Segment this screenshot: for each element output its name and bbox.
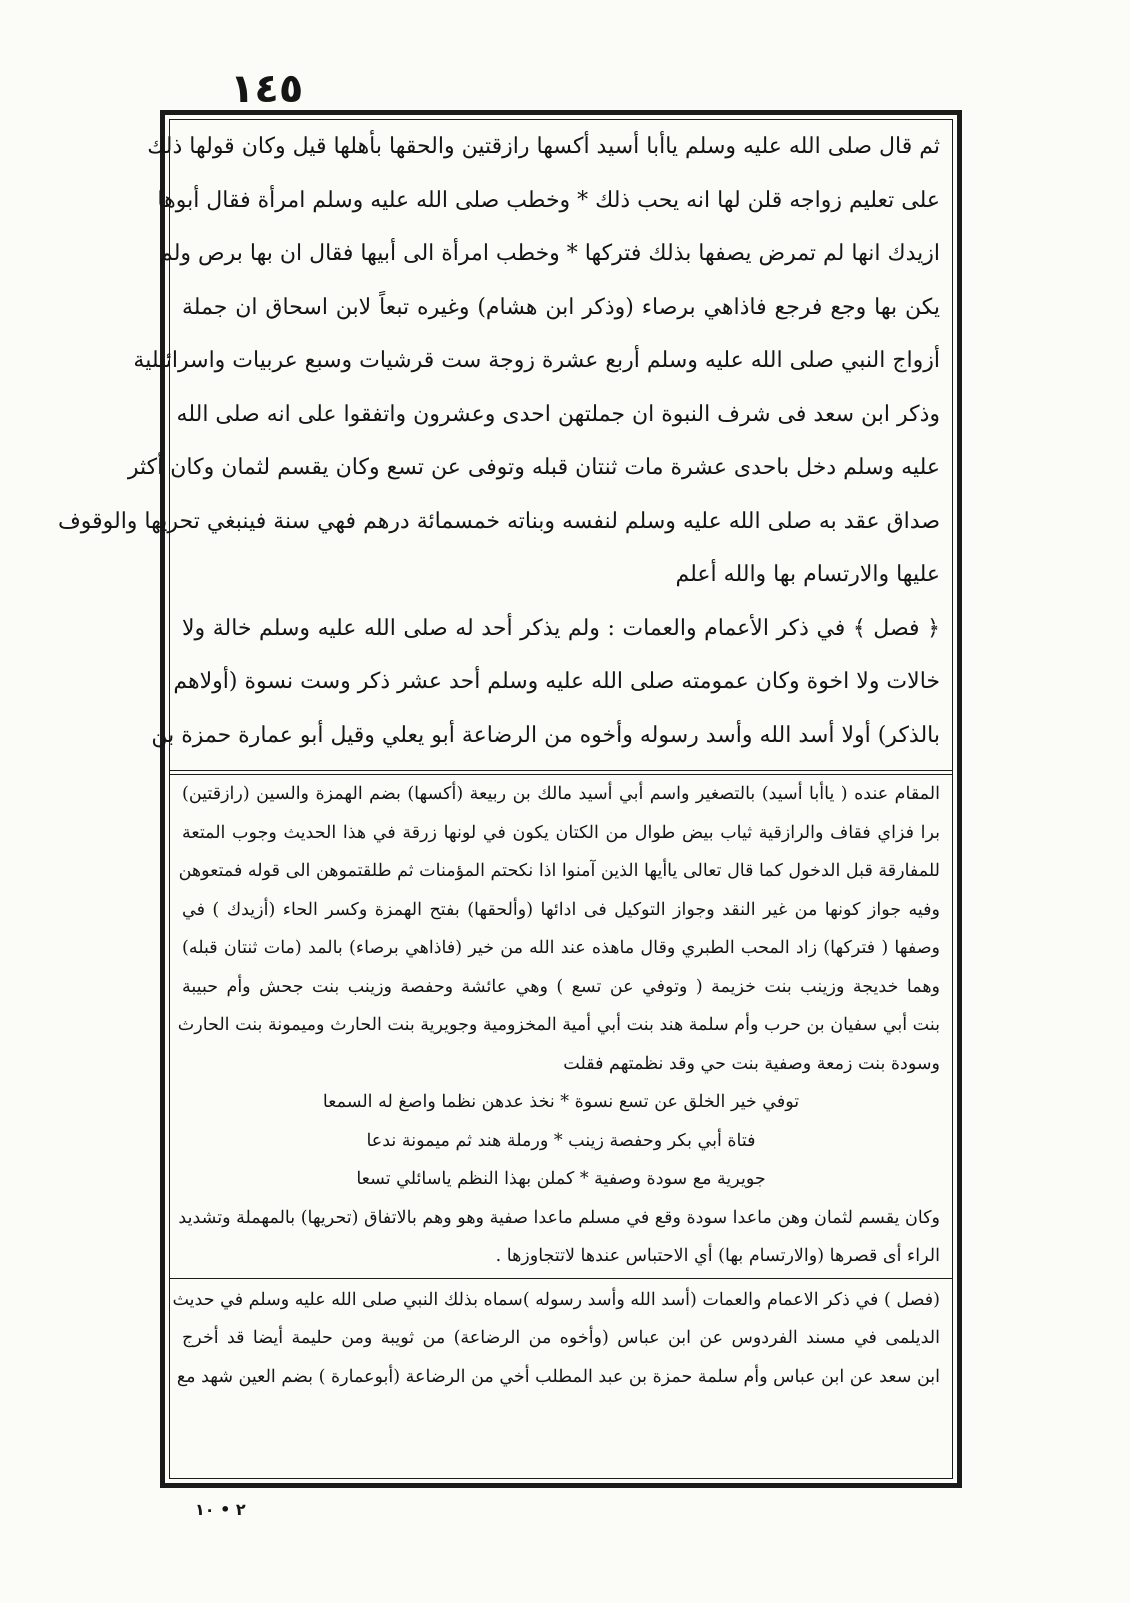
commentary-notes — [172, 775, 940, 1396]
main-line: عليها والارتسام بها والله أعلم — [675, 562, 940, 587]
note-line: وسودة بنت زمعة وصفية بنت حي وقد نظمتهم فقلت — [563, 1053, 940, 1074]
main-text — [57, 120, 940, 766]
note-line: المقام عنده ( ياأبا أسيد) بالتصغير واسم أبي أسيد مالك بن ربيعة (أكسها) بضم الهمزة والسين (رازقتين) — [182, 784, 940, 804]
note-line: وصفها ( فتركها) زاد المحب الطبري وقال ماهذه عند الله من خير (فاذاهي برصاء) بالمد (مات ثنتان قبله) — [182, 938, 940, 958]
main-line: خالات ولا اخوة وكان عمومته صلى الله عليه وسلم أحد عشر ذكر وست نسوة (أولاهم — [173, 669, 940, 694]
text-body — [57, 119, 953, 1479]
note-line: بنت أبي سفيان بن حرب وأم سلمة هند بنت أبي أمية المخزومية وجويرية بنت الحارث وميمونة بنت الحارث — [177, 1015, 940, 1035]
note-line: الديلمى في مسند الفردوس عن ابن عباس (وأخوه من الرضاعة) من ثويبة ومن حليمة أيضا قد أخرج — [182, 1328, 940, 1348]
note-line: (فصل ) في ذكر الاعمام والعمات (أسد الله وأسد رسوله )سماه بذلك النبي صلى الله عليه وسلم في حديث — [172, 1289, 940, 1310]
main-line: وذكر ابن سعد فى شرف النبوة ان جملتهن احدى وعشرون واتفقوا على انه صلى الله — [176, 401, 940, 427]
section-heading-line: ﴿ فصل ﴾ في ذكر الأعمام والعمات : ولم يذكر أحد له صلى الله عليه وسلم خالة ولا — [182, 615, 940, 641]
note-line: وهما خديجة وزينب بنت خزيمة ( وتوفي عن تسع ) وهي عائشة وحفصة وزينب بنت جحش وأم حبيبة — [182, 976, 940, 997]
note-line: للمفارقة قبل الدخول كما قال تعالى ياأيها الذين آمنوا اذا نكحتم المؤمنات ثم طلقتموهن الى قوله فمتعوهن — [178, 861, 940, 881]
page-number: ١٤٥ — [230, 66, 304, 112]
main-line: ازيدك انها لم تمرض يصفها بذلك فتركها * وخطب امرأة الى أبيها فقال ان بها برص ولم — [159, 241, 940, 266]
note-line: الراء أى قصرها (والارتسام بها) أي الاحتباس عندها لاتتجاوزها . — [495, 1246, 940, 1266]
signature-mark: ٢ • ١٠ — [195, 1500, 246, 1519]
main-line: أزواج النبي صلى الله عليه وسلم أربع عشرة زوجة ست قرشيات وسبع عربيات واسرائيلية — [133, 348, 940, 373]
main-line: ثم قال صلى الله عليه وسلم ياأبا أسيد أكسها رازقتين والحقها بأهلها قيل وكان قولها ذلك — [147, 134, 940, 159]
poem-verse: توفي خير الخلق عن تسع نسوة * نخذ عدهن نظما واصغ له السمعا — [322, 1092, 800, 1112]
note-line: وكان يقسم لثمان وهن ماعدا سودة وقع في مسلم ماعدا صفية وهو وهم بالاتفاق (تحريها) بالمهملة وتشديد — [178, 1207, 940, 1228]
main-line: يكن بها وجع فرجع فاذاهي برصاء (وذكر ابن هشام) وغيره تبعاً لابن اسحاق ان جملة — [182, 294, 940, 320]
page-frame — [57, 110, 962, 1488]
poem-verse: فتاة أبي بكر وحفصة زينب * ورملة هند ثم ميمونة ندعا — [366, 1130, 756, 1151]
main-line: عليه وسلم دخل باحدى عشرة مات ثنتان قبله وتوفى عن تسع وكان يقسم لثمان وكان أكثر — [127, 455, 940, 480]
poem-verse: جويرية مع سودة وصفية * كملن بهذا النظم ياسائلي تسعا — [356, 1169, 766, 1189]
main-line: على تعليم زواجه قلن لها انه يحب ذلك * وخطب صلى الله عليه وسلم امرأة فقال أبوها — [157, 187, 940, 213]
main-line: بالذكر) أولا أسد الله وأسد رسوله وأخوه من الرضاعة أبو يعلي وقيل أبو عمارة حمزة بن — [151, 722, 940, 748]
note-line: ابن سعد عن ابن عباس وأم سلمة حمزة بن عبد المطلب أخي من الرضاعة (أبوعمارة ) بضم العين شهد مع — [176, 1366, 940, 1387]
note-line: وفيه جواز كونها من غير النقد وجواز التوكيل فى ادائها (وألحقها) بفتح الهمزة وكسر الحاء (أزيدك ) في — [182, 899, 940, 920]
note-line: برا فزاي فقاف والرازقية ثياب بيض طوال من الكتان يكون في لونها زرقة في هذا الحديث وجوب المتعة — [182, 822, 940, 843]
main-line: صداق عقد به صلى الله عليه وسلم لنفسه وبناته خمسمائة درهم فهي سنة فينبغي تحريها والوقوف — [57, 508, 940, 534]
